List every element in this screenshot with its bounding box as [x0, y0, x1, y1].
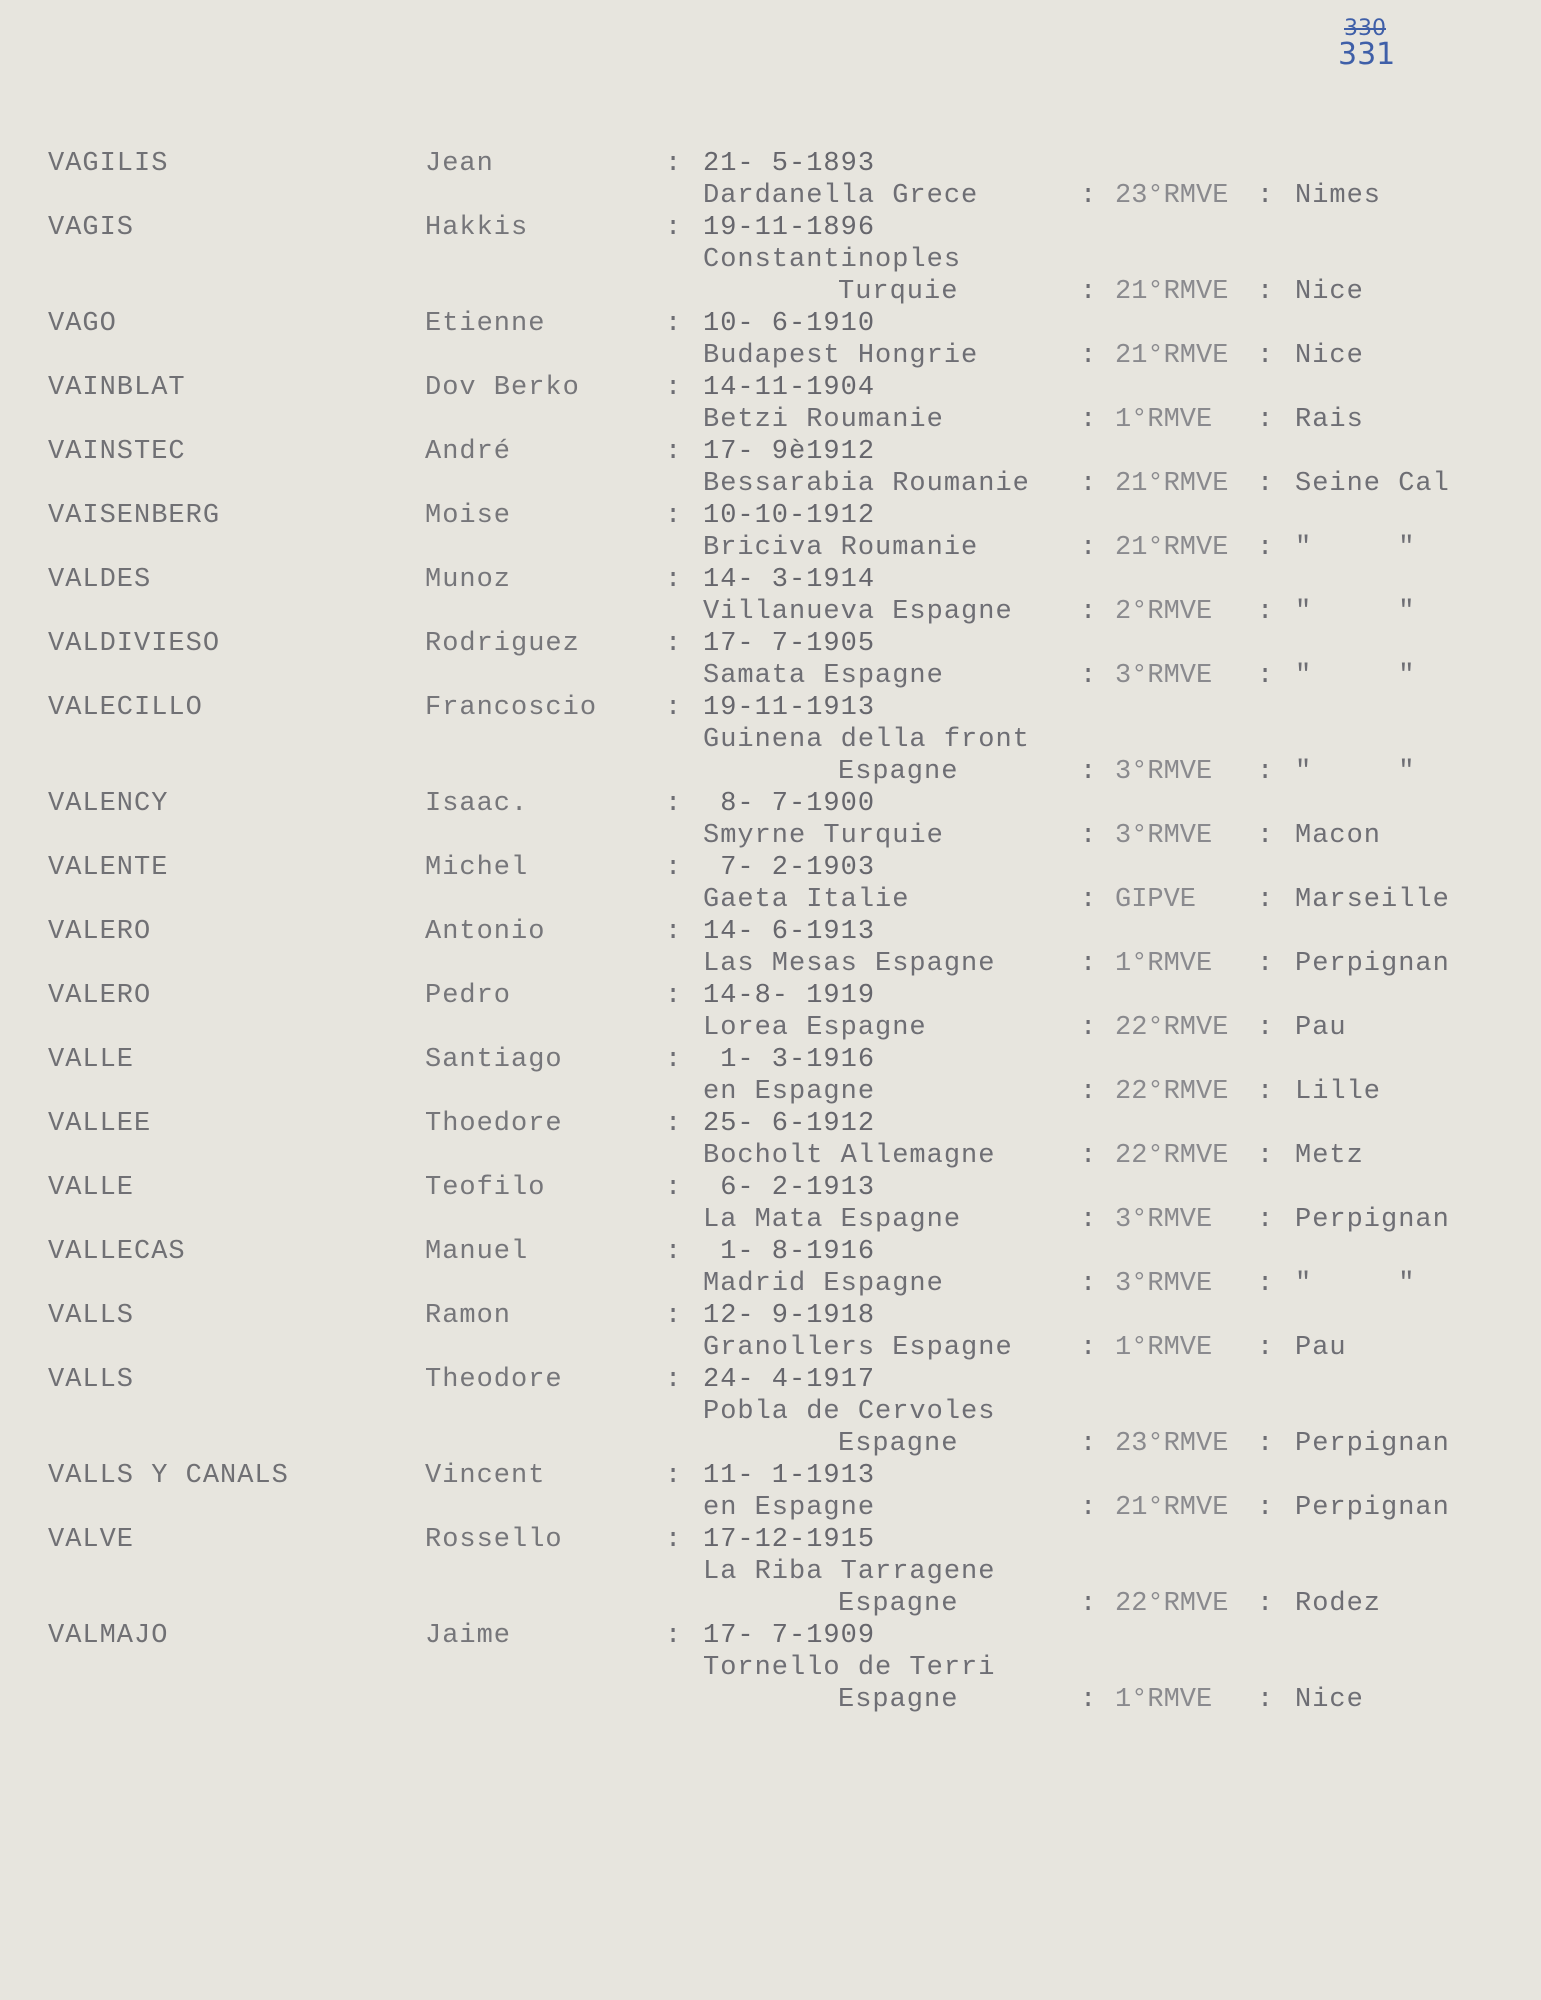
birth-place: Samata Espagne — [703, 661, 944, 691]
birth-place: Madrid Espagne — [703, 1269, 944, 1299]
birth-date: 12- 9-1918 — [703, 1301, 876, 1331]
birth-date: 1- 8-1916 — [703, 1237, 876, 1267]
separator: : — [1257, 821, 1275, 851]
separator: : — [1080, 885, 1098, 915]
separator: : — [1257, 405, 1275, 435]
first-name: Thoedore — [425, 1109, 563, 1139]
separator: : — [1257, 1429, 1275, 1459]
regiment: 23°RMVE — [1115, 1429, 1229, 1459]
birth-date: 19-11-1896 — [703, 213, 876, 243]
birth-date: 11- 1-1913 — [703, 1461, 876, 1491]
birth-date: 14-8- 1919 — [703, 981, 876, 1011]
birth-date: 19-11-1913 — [703, 693, 876, 723]
birth-place: Turquie — [838, 277, 959, 307]
first-name: Isaac. — [425, 789, 529, 819]
birth-place: Dardanella Grece — [703, 181, 979, 211]
separator: : — [665, 309, 683, 339]
first-name: Jaime — [425, 1621, 512, 1651]
separator: : — [1257, 1589, 1275, 1619]
birth-date: 7- 2-1903 — [703, 853, 876, 883]
garrison-city: Marseille — [1295, 885, 1450, 915]
separator: : — [1080, 1077, 1098, 1107]
birth-place: Guinena della front — [703, 725, 1030, 755]
garrison-city: Metz — [1295, 1141, 1364, 1171]
separator: : — [1080, 277, 1098, 307]
page-number-current: 331 — [1338, 37, 1396, 72]
garrison-city: Nice — [1295, 1685, 1364, 1715]
regiment: 3°RMVE — [1115, 1269, 1213, 1299]
regiment: 21°RMVE — [1115, 1493, 1229, 1523]
separator: : — [1080, 1493, 1098, 1523]
surname: VALLEE — [48, 1109, 152, 1139]
birth-place: Las Mesas Espagne — [703, 949, 996, 979]
garrison-city: " " — [1295, 533, 1416, 563]
separator: : — [1257, 533, 1275, 563]
first-name: Teofilo — [425, 1173, 546, 1203]
separator: : — [665, 629, 683, 659]
birth-place: Smyrne Turquie — [703, 821, 944, 851]
garrison-city: Perpignan — [1295, 1493, 1450, 1523]
garrison-city: Rodez — [1295, 1589, 1382, 1619]
birth-place: en Espagne — [703, 1077, 876, 1107]
garrison-city: Rais — [1295, 405, 1364, 435]
first-name: Dov Berko — [425, 373, 580, 403]
birth-date: 14-11-1904 — [703, 373, 876, 403]
garrison-city: Perpignan — [1295, 949, 1450, 979]
separator: : — [665, 693, 683, 723]
separator: : — [665, 1525, 683, 1555]
separator: : — [1080, 1269, 1098, 1299]
separator: : — [665, 149, 683, 179]
separator: : — [1257, 949, 1275, 979]
regiment: 2°RMVE — [1115, 597, 1213, 627]
first-name: André — [425, 437, 512, 467]
regiment: 21°RMVE — [1115, 277, 1229, 307]
separator: : — [1080, 949, 1098, 979]
first-name: Rodriguez — [425, 629, 580, 659]
separator: : — [1257, 341, 1275, 371]
birth-place: Tornello de Terri — [703, 1653, 996, 1683]
separator: : — [665, 1173, 683, 1203]
birth-place: Espagne — [838, 1685, 959, 1715]
first-name: Manuel — [425, 1237, 529, 1267]
surname: VAGO — [48, 309, 117, 339]
separator: : — [1257, 469, 1275, 499]
garrison-city: " " — [1295, 1269, 1416, 1299]
regiment: 1°RMVE — [1115, 949, 1213, 979]
first-name: Hakkis — [425, 213, 529, 243]
regiment: 22°RMVE — [1115, 1077, 1229, 1107]
garrison-city: Nimes — [1295, 181, 1382, 211]
birth-place: Constantinoples — [703, 245, 962, 275]
surname: VALDIVIESO — [48, 629, 221, 659]
separator: : — [1080, 1429, 1098, 1459]
birth-date: 14- 6-1913 — [703, 917, 876, 947]
surname: VAINBLAT — [48, 373, 186, 403]
separator: : — [665, 1365, 683, 1395]
birth-date: 21- 5-1893 — [703, 149, 876, 179]
regiment: 22°RMVE — [1115, 1141, 1229, 1171]
separator: : — [665, 1045, 683, 1075]
separator: : — [1257, 181, 1275, 211]
separator: : — [1257, 1269, 1275, 1299]
regiment: GIPVE — [1115, 885, 1197, 915]
separator: : — [665, 1301, 683, 1331]
birth-date: 24- 4-1917 — [703, 1365, 876, 1395]
birth-date: 14- 3-1914 — [703, 565, 876, 595]
regiment: 1°RMVE — [1115, 1333, 1213, 1363]
garrison-city: Macon — [1295, 821, 1382, 851]
surname: VALDES — [48, 565, 152, 595]
garrison-city: " " — [1295, 597, 1416, 627]
garrison-city: Nice — [1295, 277, 1364, 307]
surname: VAGIS — [48, 213, 135, 243]
first-name: Moise — [425, 501, 512, 531]
birth-place: La Riba Tarragene — [703, 1557, 996, 1587]
separator: : — [1080, 661, 1098, 691]
first-name: Vincent — [425, 1461, 546, 1491]
birth-date: 25- 6-1912 — [703, 1109, 876, 1139]
birth-place: Betzi Roumanie — [703, 405, 944, 435]
regiment: 3°RMVE — [1115, 821, 1213, 851]
separator: : — [665, 1237, 683, 1267]
separator: : — [665, 981, 683, 1011]
regiment: 21°RMVE — [1115, 341, 1229, 371]
separator: : — [665, 373, 683, 403]
garrison-city: Pau — [1295, 1333, 1347, 1363]
birth-place: Lorea Espagne — [703, 1013, 927, 1043]
separator: : — [1257, 1077, 1275, 1107]
separator: : — [1080, 597, 1098, 627]
birth-date: 6- 2-1913 — [703, 1173, 876, 1203]
first-name: Jean — [425, 149, 494, 179]
separator: : — [665, 501, 683, 531]
separator: : — [1257, 1013, 1275, 1043]
regiment: 1°RMVE — [1115, 1685, 1213, 1715]
first-name: Etienne — [425, 309, 546, 339]
garrison-city: Nice — [1295, 341, 1364, 371]
regiment: 21°RMVE — [1115, 469, 1229, 499]
surname: VALMAJO — [48, 1621, 169, 1651]
birth-place: Gaeta Italie — [703, 885, 910, 915]
separator: : — [1080, 1013, 1098, 1043]
separator: : — [1080, 821, 1098, 851]
separator: : — [665, 437, 683, 467]
separator: : — [1080, 1589, 1098, 1619]
separator: : — [665, 1621, 683, 1651]
first-name: Ramon — [425, 1301, 512, 1331]
separator: : — [1080, 1685, 1098, 1715]
separator: : — [1257, 1493, 1275, 1523]
separator: : — [1080, 181, 1098, 211]
surname: VALERO — [48, 981, 152, 1011]
separator: : — [665, 789, 683, 819]
surname: VAISENBERG — [48, 501, 221, 531]
regiment: 3°RMVE — [1115, 661, 1213, 691]
garrison-city: Seine Cal — [1295, 469, 1450, 499]
separator: : — [1257, 1685, 1275, 1715]
regiment: 21°RMVE — [1115, 533, 1229, 563]
page-number-old: 330 — [1344, 16, 1386, 41]
separator: : — [1257, 277, 1275, 307]
first-name: Santiago — [425, 1045, 563, 1075]
first-name: Pedro — [425, 981, 512, 1011]
garrison-city: Lille — [1295, 1077, 1382, 1107]
separator: : — [665, 917, 683, 947]
birth-place: en Espagne — [703, 1493, 876, 1523]
separator: : — [1257, 597, 1275, 627]
birth-place: Villanueva Espagne — [703, 597, 1013, 627]
first-name: Theodore — [425, 1365, 563, 1395]
birth-date: 17-12-1915 — [703, 1525, 876, 1555]
surname: VALENCY — [48, 789, 169, 819]
separator: : — [1257, 757, 1275, 787]
regiment: 22°RMVE — [1115, 1589, 1229, 1619]
separator: : — [665, 1109, 683, 1139]
surname: VALLS Y CANALS — [48, 1461, 289, 1491]
first-name: Rossello — [425, 1525, 563, 1555]
regiment: 22°RMVE — [1115, 1013, 1229, 1043]
separator: : — [665, 853, 683, 883]
birth-date: 10- 6-1910 — [703, 309, 876, 339]
birth-place: Budapest Hongrie — [703, 341, 979, 371]
surname: VALLE — [48, 1173, 135, 1203]
separator: : — [1080, 1141, 1098, 1171]
first-name: Antonio — [425, 917, 546, 947]
birth-place: Pobla de Cervoles — [703, 1397, 996, 1427]
birth-date: 1- 3-1916 — [703, 1045, 876, 1075]
separator: : — [1080, 341, 1098, 371]
surname: VALLS — [48, 1365, 135, 1395]
separator: : — [1080, 405, 1098, 435]
separator: : — [665, 213, 683, 243]
separator: : — [1080, 469, 1098, 499]
birth-place: Bocholt Allemagne — [703, 1141, 996, 1171]
regiment: 1°RMVE — [1115, 405, 1213, 435]
separator: : — [665, 1461, 683, 1491]
birth-place: Espagne — [838, 1589, 959, 1619]
birth-date: 17- 7-1905 — [703, 629, 876, 659]
surname: VALVE — [48, 1525, 135, 1555]
separator: : — [1257, 1141, 1275, 1171]
surname: VALECILLO — [48, 693, 203, 723]
surname: VALLS — [48, 1301, 135, 1331]
surname: VAGILIS — [48, 149, 169, 179]
separator: : — [1257, 1333, 1275, 1363]
separator: : — [1080, 757, 1098, 787]
garrison-city: " " — [1295, 661, 1416, 691]
birth-place: Espagne — [838, 1429, 959, 1459]
separator: : — [1257, 885, 1275, 915]
birth-place: La Mata Espagne — [703, 1205, 962, 1235]
surname: VAINSTEC — [48, 437, 186, 467]
separator: : — [1080, 1205, 1098, 1235]
regiment: 3°RMVE — [1115, 1205, 1213, 1235]
birth-place: Espagne — [838, 757, 959, 787]
first-name: Munoz — [425, 565, 512, 595]
regiment: 23°RMVE — [1115, 181, 1229, 211]
surname: VALERO — [48, 917, 152, 947]
birth-date: 10-10-1912 — [703, 501, 876, 531]
birth-place: Briciva Roumanie — [703, 533, 979, 563]
birth-date: 17- 9è1912 — [703, 437, 876, 467]
separator: : — [1080, 1333, 1098, 1363]
surname: VALENTE — [48, 853, 169, 883]
surname: VALLE — [48, 1045, 135, 1075]
garrison-city: Perpignan — [1295, 1205, 1450, 1235]
separator: : — [1257, 1205, 1275, 1235]
garrison-city: Perpignan — [1295, 1429, 1450, 1459]
separator: : — [1257, 661, 1275, 691]
first-name: Michel — [425, 853, 529, 883]
birth-date: 17- 7-1909 — [703, 1621, 876, 1651]
separator: : — [1080, 533, 1098, 563]
birth-place: Bessarabia Roumanie — [703, 469, 1030, 499]
surname: VALLECAS — [48, 1237, 186, 1267]
first-name: Francoscio — [425, 693, 598, 723]
birth-place: Granollers Espagne — [703, 1333, 1013, 1363]
separator: : — [665, 565, 683, 595]
regiment: 3°RMVE — [1115, 757, 1213, 787]
birth-date: 8- 7-1900 — [703, 789, 876, 819]
garrison-city: " " — [1295, 757, 1416, 787]
garrison-city: Pau — [1295, 1013, 1347, 1043]
